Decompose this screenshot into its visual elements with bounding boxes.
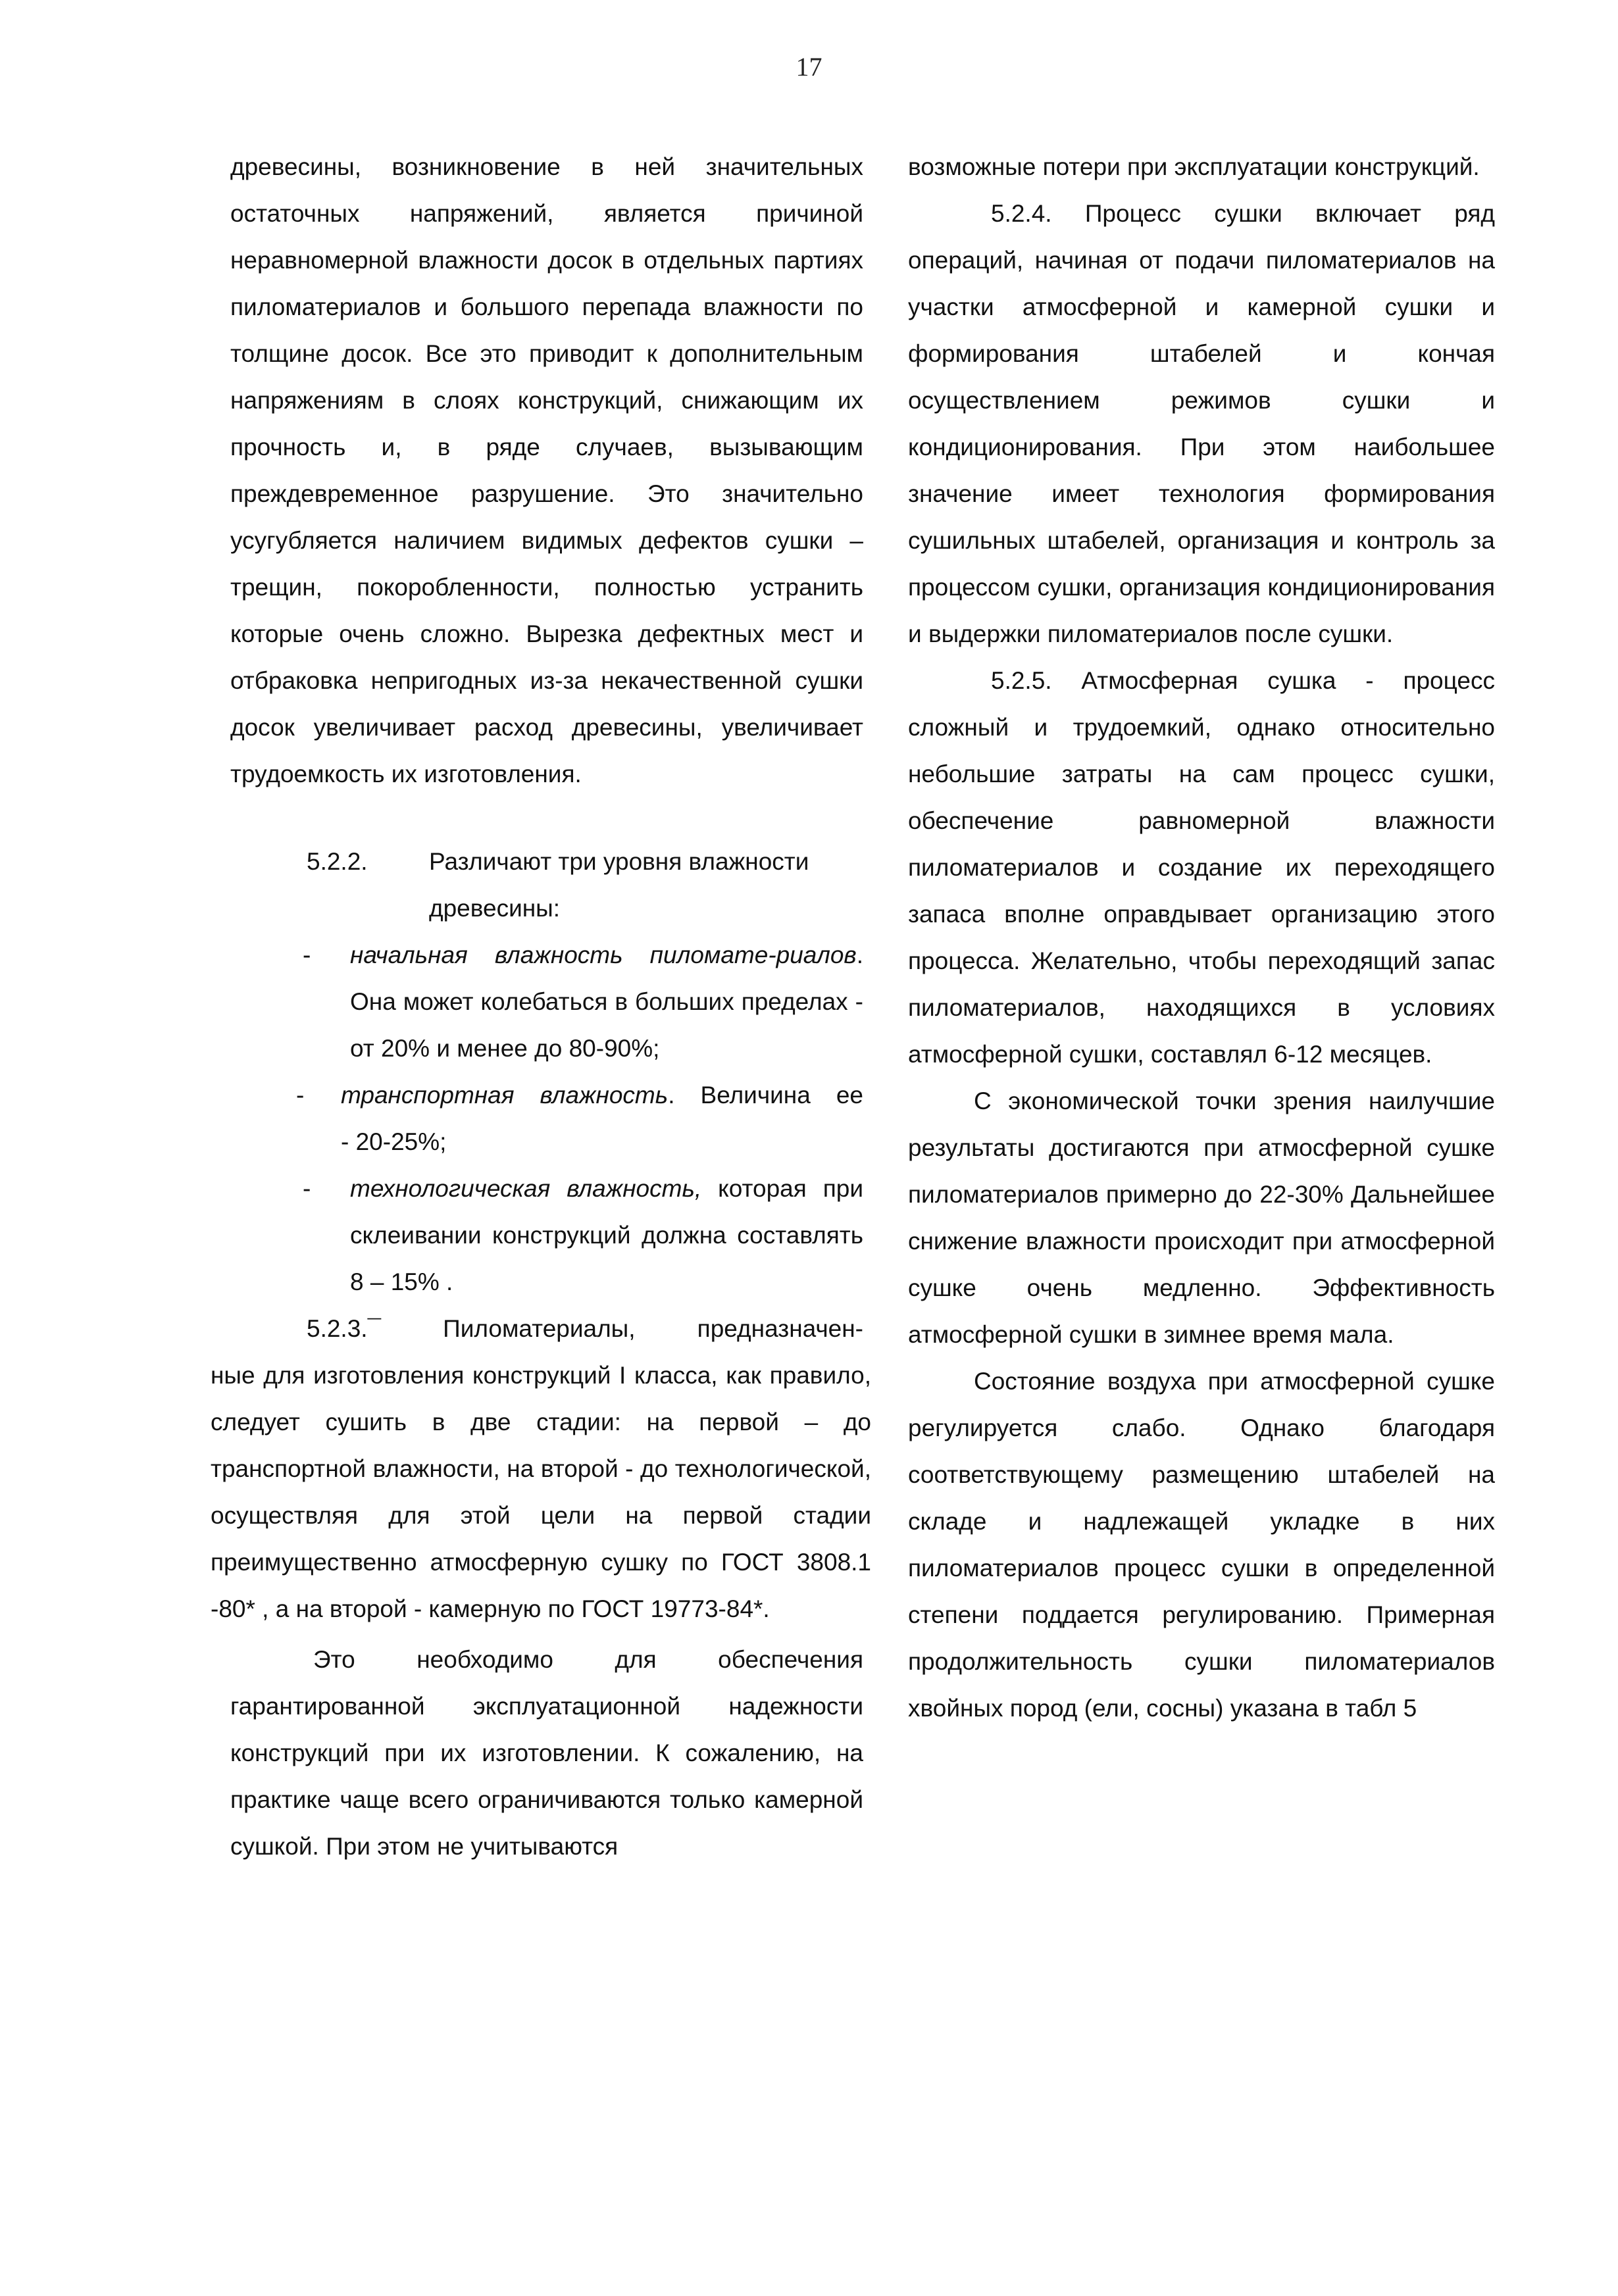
right-column	[908, 143, 1495, 1732]
list-item-transport-moisture	[230, 1072, 863, 1118]
paragraph-air-state: Состояние воздуха при атмосферной сушке регулируется слабо. Однако благодаря соответствующему размещению штабелей на складе и надлежащей укладке в них пиломатериалов процесс сушки в определенной степени поддается регулированию. Примерная продолжительность сушки пиломатериалов хвойных пород (ели, сосны) указана в табл 5	[908, 1368, 1495, 1722]
left-column	[211, 143, 871, 1870]
paragraph-economic: С экономической точки зрения наилучшие результаты достигаются при атмосферной сушке пиломатериалов примерно до 22-30% Дальнейшее снижение влажности происходит при атмосферной сушке очень медленно. Эффективность атмосферной сушки в зимнее время мала.	[908, 1087, 1495, 1348]
section-number: 5.2.2.	[307, 848, 368, 875]
list-item-initial-moisture	[230, 932, 863, 1072]
list-item-text: которая при склеивании конструкций должна составлять 8 – 15% .	[350, 1175, 863, 1295]
list-item-text: . Она может колебаться в больших пределах - от 20% и менее до 80-90%;	[350, 941, 863, 1062]
term-technological-moisture: технологическая влажность,	[350, 1175, 702, 1202]
section-5-2-3-body: ные для изготовления конструкций I класса, как правило, следует сушить в две стадии: на первой – до транспортной влажности, на второй - до технологической, осуществляя для этой цели на первой стадии преимущественно атмосферную сушку по ГОСТ 3808.1 -80* , а на второй - камерную по ГОСТ 19773-84*.	[211, 1362, 871, 1622]
term-initial-moisture: начальная влажность пиломате-риалов	[350, 941, 857, 968]
section-5-2-4: 5.2.4. Процесс сушки включает ряд операций, начиная от подачи пиломатериалов на участки атмосферной и камерной сушки и формирования штабелей и кончая осуществлением режимов сушки и кондиционирования. При этом наибольшее значение имеет технология формирования сушильных штабелей, организация и контроль за процессом сушки, организация кондиционирования и выдержки пиломатериалов после сушки.	[908, 200, 1495, 647]
list-item-text: . Величина ее	[668, 1082, 863, 1109]
list-item-transport-value: - 20-25%;	[341, 1128, 447, 1155]
paragraph-losses: возможные потери при эксплуатации конструкций.	[908, 153, 1480, 180]
section-title: Различают три уровня влажности древесины:	[429, 848, 809, 922]
list-dash: -	[303, 1175, 311, 1202]
section-5-2-5: 5.2.5. Атмосферная сушка - процесс сложный и трудоемкий, однако относительно небольшие затраты на сам процесс сушки, обеспечение равномерной влажности пиломатериалов и создание их переходящего запаса вполне оправдывает организацию этого процесса. Желательно, чтобы переходящий запас пиломатериалов, находящихся в условиях атмосферной сушки, составлял 6-12 месяцев.	[908, 667, 1495, 1068]
section-5-2-3-lead: 5.2.3.¯ Пиломатериалы, предназначен-	[307, 1315, 863, 1342]
list-dash: -	[296, 1082, 305, 1109]
list-item-technological-moisture	[230, 1165, 863, 1305]
section-5-2-2	[230, 838, 863, 932]
paragraph-defects: древесины, возникновение в ней значительных остаточных напряжений, является причиной неравномерной влажности досок в отдельных партиях пиломатериалов и большого перепада влажности по толщине досок. Все это приводит к дополнительным напряжениям в слоях конструкций, снижающим их прочность и, в ряде случаев, вызывающим преждевременное разрушение. Это значительно усугубляется наличием видимых дефектов сушки – трещин, покоробленности, полностью устранить которые очень сложно. Вырезка дефектных мест и отбраковка непригодных из-за некачественной сушки досок увеличивает расход древесины, увеличивает трудоемкость их изготовления.	[230, 153, 863, 787]
paragraph-reliability: Это необходимо для обеспечения гарантированной эксплуатационной надежности конструкций при их изготовлении. К сожалению, на практике чаще всего ограничиваются только камерной сушкой. При этом не учитываются	[230, 1646, 863, 1860]
term-transport-moisture: транспортная влажность	[341, 1082, 669, 1109]
list-dash: -	[303, 941, 311, 968]
page-number: 17	[796, 52, 822, 82]
spacer	[230, 797, 863, 838]
